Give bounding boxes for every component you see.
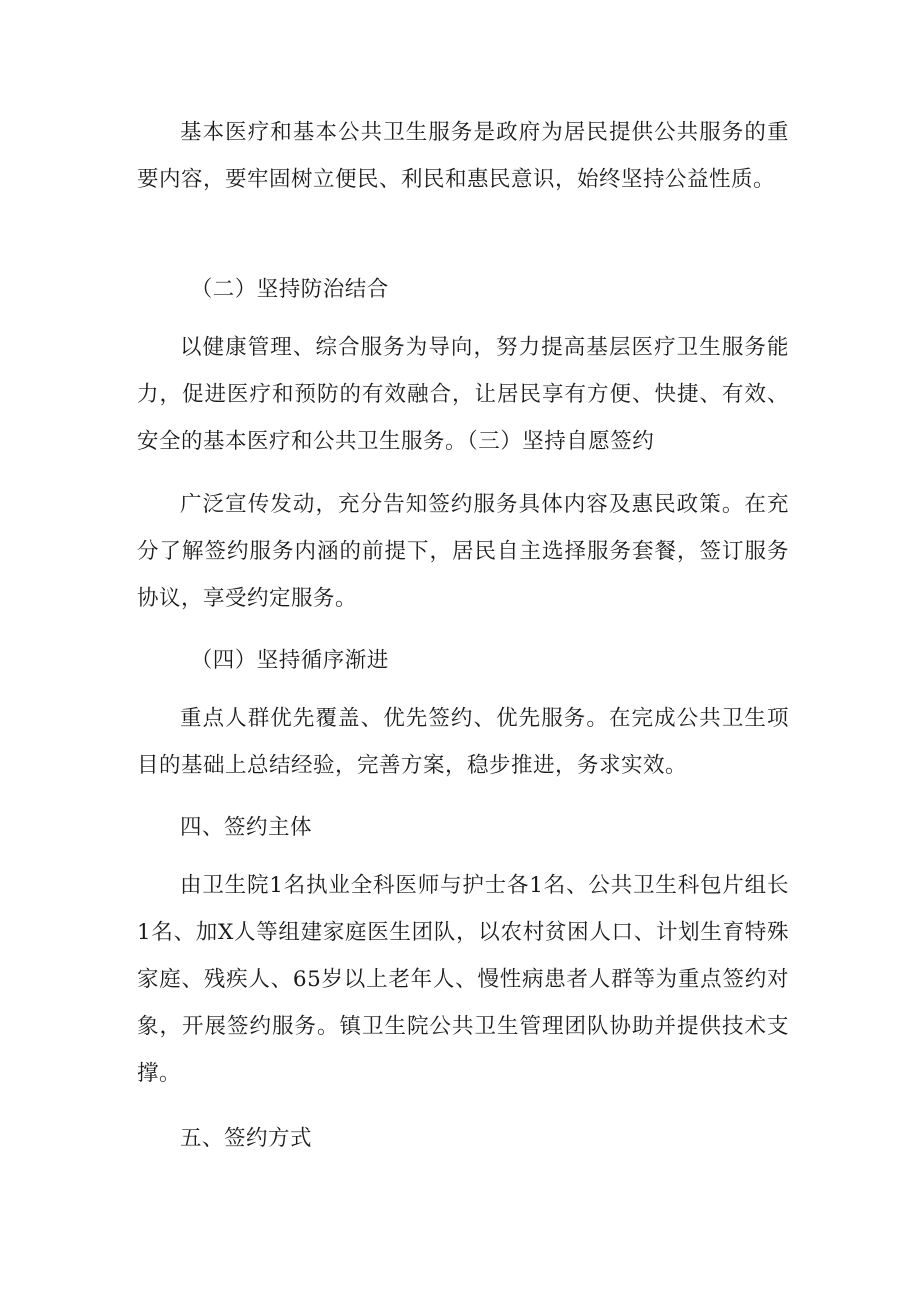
heading-step-by-step: （四）坚持循序渐进 <box>190 648 389 673</box>
heading-signing-subject: 四、签约主体 <box>180 815 313 840</box>
paragraph-publicity: 广泛宣传发动，充分告知签约服务具体内容及惠民政策。在充分了解签约服务内涵的前提下，居民自主选择服务套餐，签订服务协议，享受约定服务。 <box>137 492 789 611</box>
paragraph-doctor-team: 由卫生院1名执业全科医师与护士各1名、公共卫生科包片组长1名、加X人等组建家庭医生团队，以农村贫困人口、计划生育特殊家庭、残疾人、65岁以上老年人、慢性病患者人群等为重点签约对象，开展签约服务。镇卫生院公共卫生管理团队协助并提供技术支撑。 <box>137 873 789 1086</box>
paragraph-key-groups: 重点人群优先覆盖、优先签约、优先服务。在完成公共卫生项目的基础上总结经验，完善方案，稳步推进，务求实效。 <box>137 706 789 778</box>
heading-prevention-treatment: （二）坚持防治结合 <box>190 277 389 302</box>
paragraph-health-management: 以健康管理、综合服务为导向，努力提高基层医疗卫生服务能力，促进医疗和预防的有效融合，让居民享有方便、快捷、有效、安全的基本医疗和公共卫生服务。（三）坚持自愿签约 <box>137 335 789 454</box>
heading-signing-method: 五、签约方式 <box>180 1126 313 1151</box>
paragraph-basic-services: 基本医疗和基本公共卫生服务是政府为居民提供公共服务的重要内容，要牢固树立便民、利民和惠民意识，始终坚持公益性质。 <box>137 120 789 192</box>
